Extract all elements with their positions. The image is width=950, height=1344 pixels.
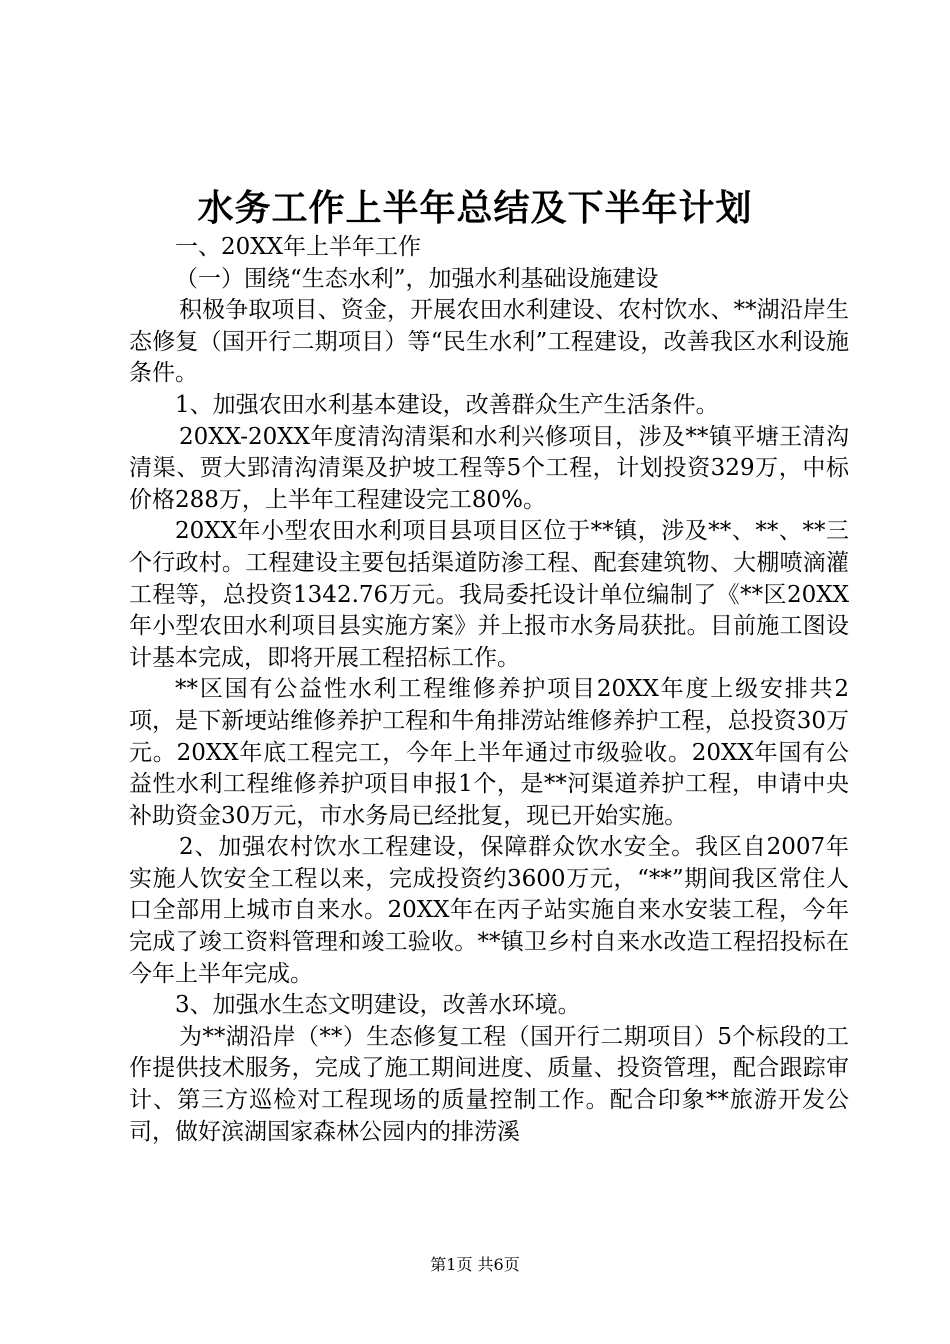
body-paragraph: **区国有公益性水利工程维修养护项目20XX年度上级安排共2项，是下新埂站维修养护工程和牛角排涝站维修养护工程，总投资30万元。20XX年底工程完工，今年上半年通过市级验收。20XX年国有公益性水利工程维修养护项目申报1个，是**河渠道养护工程，申请中央补助资金30万元，市水务局已经批复，现已开始实施。 — [129, 676, 849, 829]
body-paragraph: 20XX-20XX年度清沟清渠和水利兴修项目，涉及**镇平塘王清沟清渠、贾大郢清沟清渠及护坡工程等5个工程，计划投资329万，中标价格288万，上半年工程建设完工80%。 — [129, 423, 849, 513]
item-heading: 2、加强农村饮水工程建设，保障群众饮水安全。我区自2007年实施人饮安全工程以来，完成投资约3600万元，“**”期间我区常住人口全部用上城市自来水。20XX年在丙子站实施自来水安装工程，今年完成了竣工资料管理和竣工验收。**镇卫乡村自来水改造工程招投标在今年上半年完成。 — [129, 834, 849, 987]
page-number-footer: 第1页 共6页 — [430, 1255, 520, 1274]
body-paragraph: 积极争取项目、资金，开展农田水利建设、农村饮水、**湖沿岸生态修复（国开行二期项目）等“民生水利”工程建设，改善我区水利设施条件。 — [129, 297, 849, 387]
item-heading: 1、加强农田水利基本建设，改善群众生产生活条件。 — [175, 391, 719, 418]
document-body — [129, 232, 849, 1148]
body-paragraph: 20XX年小型农田水利项目县项目区位于**镇，涉及**、**、**三个行政村。工程建设主要包括渠道防渗工程、配套建筑物、大棚喷滴灌工程等，总投资1342.76万元。我局委托设计单位编制了《**区20XX年小型农田水利项目县实施方案》并上报市水务局获批。目前施工图设计基本完成，即将开展工程招标工作。 — [129, 518, 849, 671]
subsection-heading: （一）围绕“生态水利”，加强水利基础设施建设 — [175, 265, 659, 292]
body-paragraph: 为**湖沿岸（**）生态修复工程（国开行二期项目）5个标段的工作提供技术服务，完成了施工期间进度、质量、投资管理，配合跟踪审计、第三方巡检对工程现场的质量控制工作。配合印象**旅游开发公司，做好滨湖国家森林公园内的排涝溪 — [129, 1023, 849, 1145]
section-heading: 一、20XX年上半年工作 — [175, 234, 422, 260]
item-heading: 3、加强水生态文明建设，改善水环境。 — [175, 992, 581, 1019]
document-title: 水务工作上半年总结及下半年计划 — [197, 187, 753, 229]
